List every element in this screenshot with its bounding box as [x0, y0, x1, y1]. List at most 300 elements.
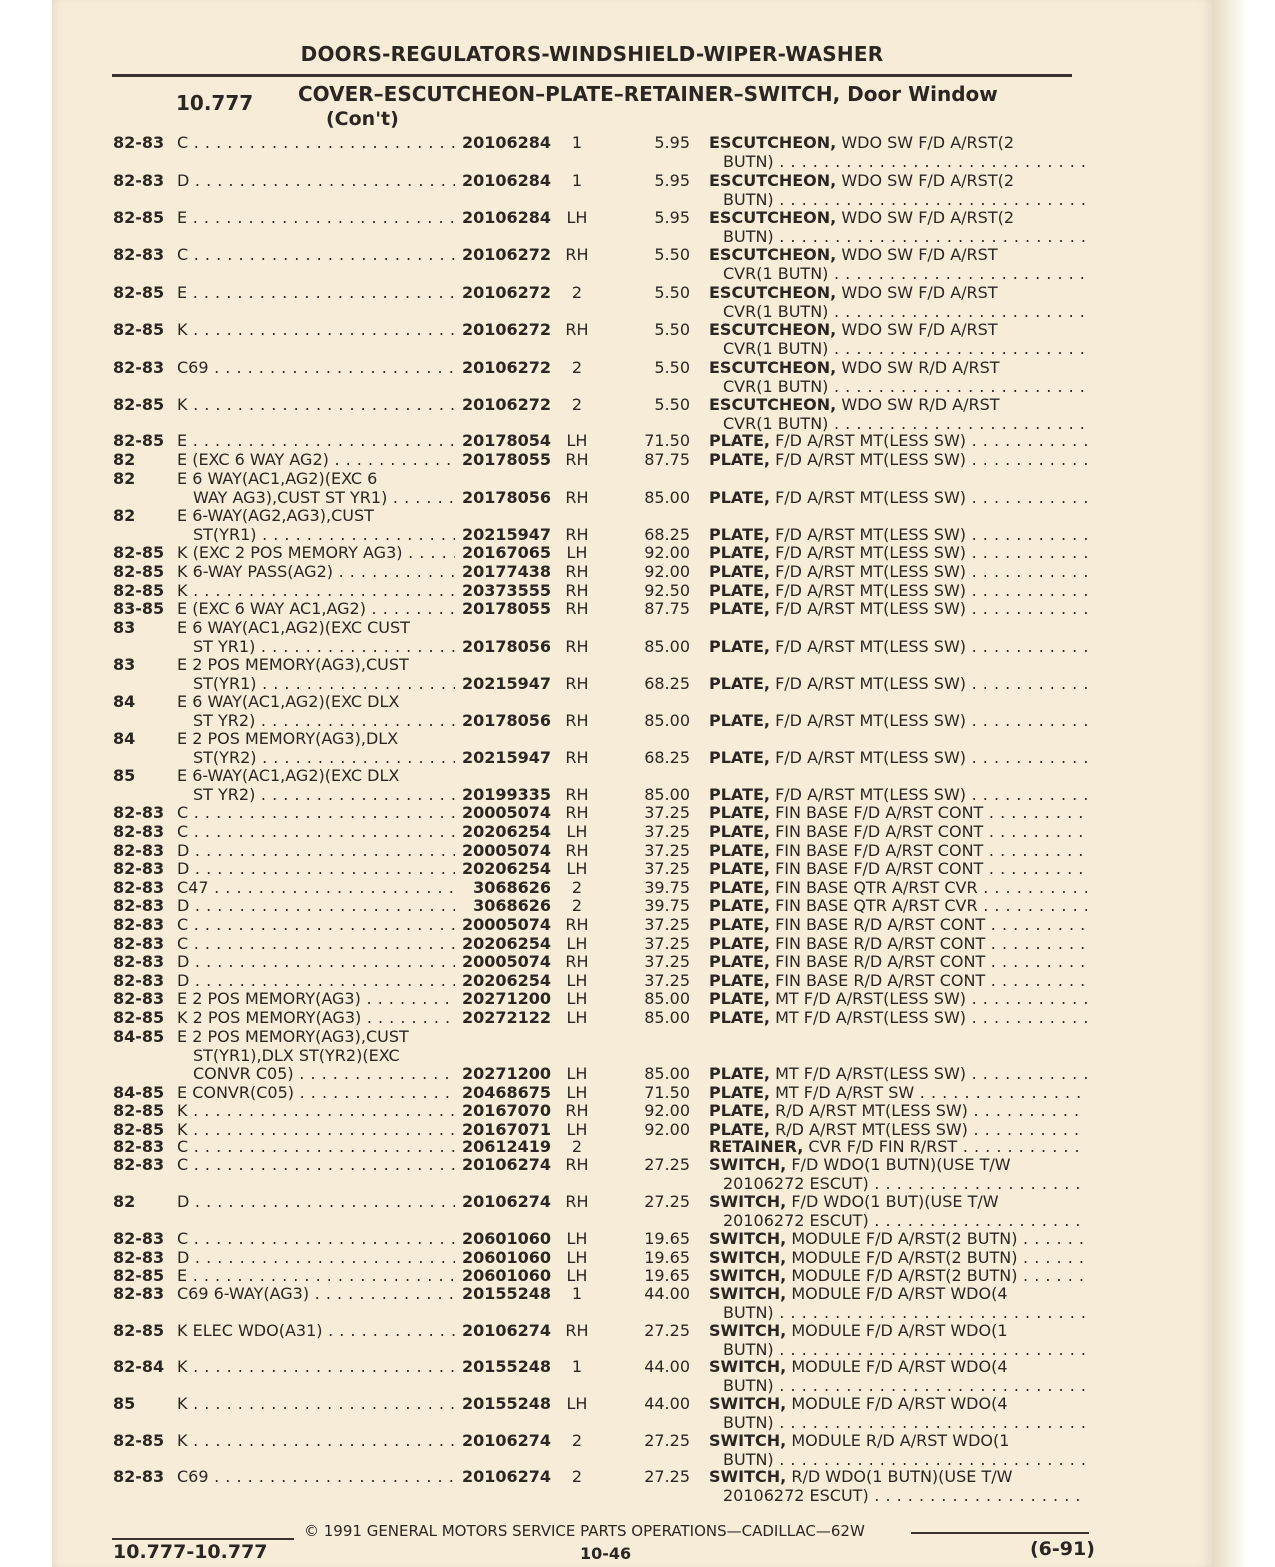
model-line: K . . .	[177, 1102, 455, 1121]
model-year: 82-85	[113, 562, 165, 581]
model-line: ST(YR1) . . .	[177, 526, 455, 545]
model-line: CONVR C05) . . .	[177, 1065, 455, 1084]
part-number: 20206254	[461, 859, 551, 878]
description-line	[709, 786, 1087, 805]
description-line: BUTN) . . .	[709, 1451, 1087, 1470]
part-name: PLATE,	[709, 953, 770, 971]
price: 85.00	[644, 710, 690, 730]
part-name: PLATE,	[709, 972, 770, 990]
model-year: 82-83	[113, 841, 165, 860]
part-name: PLATE,	[709, 804, 770, 822]
part-description	[709, 1468, 1087, 1505]
part-description	[709, 749, 1087, 768]
model-year: 82-83	[113, 878, 165, 897]
description-line	[709, 935, 1087, 954]
part-name: PLATE,	[709, 582, 770, 600]
part-description	[709, 1249, 1087, 1268]
model-line: C . . .	[177, 1138, 455, 1157]
description-line	[709, 897, 1087, 916]
quantity: LH	[566, 1083, 588, 1102]
description-text: F/D A/RST MT(LESS SW)	[775, 488, 967, 507]
price: 92.00	[644, 1120, 690, 1139]
price: 19.65	[644, 1229, 690, 1248]
table-row	[0, 804, 1275, 823]
part-name: SWITCH,	[709, 1193, 787, 1211]
price: 37.25	[644, 841, 690, 860]
quantity: 1	[571, 133, 583, 152]
part-description	[709, 1230, 1087, 1249]
description-line	[709, 544, 1087, 563]
part-description	[709, 1156, 1087, 1193]
price: 37.25	[644, 934, 690, 953]
table-row	[0, 321, 1275, 358]
description-text: R/D WDO(1 BUTN)(USE T/W	[791, 1468, 1013, 1486]
table-row	[0, 1230, 1275, 1249]
part-number: 20206254	[461, 934, 551, 953]
part-number: 20271200	[461, 1064, 551, 1083]
table-row	[0, 396, 1275, 433]
quantity: 1	[571, 1284, 583, 1303]
section-number: 10.777	[176, 91, 254, 115]
description-line	[709, 396, 1087, 415]
model-line: E (EXC 6 WAY AC1,AG2) . . .	[177, 600, 455, 619]
part-number: 20106274	[461, 1467, 551, 1486]
description-text: WDO SW F/D A/RST	[841, 284, 998, 302]
part-description	[709, 675, 1087, 694]
price: 68.25	[644, 524, 690, 544]
part-description	[709, 990, 1087, 1009]
price: 85.00	[644, 1008, 690, 1027]
description-text: FIN BASE F/D A/RST CONT	[775, 804, 984, 822]
part-description	[709, 544, 1087, 563]
model-code	[177, 507, 455, 544]
description-line: CVR(1 BUTN) . . .	[709, 415, 1087, 434]
model-year: 82-83	[113, 971, 165, 990]
table-row	[0, 1468, 1275, 1505]
table-row	[0, 563, 1275, 582]
part-number: 20155248	[461, 1357, 551, 1376]
part-number: 20215947	[461, 524, 551, 544]
model-year: 84-85	[113, 1027, 165, 1046]
part-number: 20601060	[461, 1248, 551, 1267]
description-text: FIN BASE F/D A/RST CONT	[775, 823, 984, 841]
description-line	[709, 1358, 1087, 1377]
model-line: D . . .	[177, 897, 455, 916]
description-text: MODULE F/D A/RST(2 BUTN)	[791, 1249, 1018, 1267]
description-line: CVR(1 BUTN) . . .	[709, 303, 1087, 322]
part-number: 20215947	[461, 673, 551, 693]
table-row	[0, 1138, 1275, 1157]
model-code	[177, 972, 455, 991]
model-year: 82-83	[113, 245, 165, 264]
part-number: 20106284	[461, 171, 551, 190]
model-code	[177, 860, 455, 879]
part-number: 20215947	[461, 747, 551, 767]
model-line: E . . .	[177, 432, 455, 451]
part-number: 20272122	[461, 1008, 551, 1027]
model-line: ST(YR1),DLX ST(YR2)(EXC	[193, 1046, 400, 1065]
quantity: LH	[566, 934, 588, 953]
table-row	[0, 823, 1275, 842]
price: 27.25	[644, 1321, 690, 1340]
model-line: E 6 WAY(AC1,AG2)(EXC DLX	[177, 693, 400, 711]
model-code	[177, 953, 455, 972]
model-line: C . . .	[177, 935, 455, 954]
description-text: F/D A/RST MT(LESS SW)	[775, 637, 967, 656]
model-line: K . . .	[177, 1121, 455, 1140]
part-description	[709, 972, 1087, 991]
description-text: FIN BASE R/D A/RST CONT	[775, 916, 986, 934]
model-line: E . . .	[177, 209, 455, 228]
part-name: ESCUTCHEON,	[709, 321, 837, 339]
table-row	[0, 1267, 1275, 1286]
model-line: C47 . . .	[177, 879, 455, 898]
description-text: FIN BASE QTR A/RST CVR	[775, 879, 978, 897]
description-line: 20106272 ESCUT) . . .	[709, 1212, 1087, 1231]
model-code	[177, 1009, 455, 1028]
part-number: 20178056	[461, 487, 551, 507]
price: 85.00	[644, 784, 690, 804]
model-line: D . . .	[177, 842, 455, 861]
part-number: 20005074	[461, 952, 551, 971]
description-line: BUTN) . . .	[709, 1377, 1087, 1396]
model-code	[177, 1156, 455, 1175]
quantity: LH	[566, 543, 588, 562]
price: 85.00	[644, 989, 690, 1008]
description-line	[709, 953, 1087, 972]
model-year: 82-85	[113, 1321, 165, 1340]
model-line: E 6-WAY(AG2,AG3),CUST	[177, 507, 374, 525]
quantity: LH	[566, 431, 588, 450]
part-name: PLATE,	[709, 897, 770, 915]
table-row	[0, 953, 1275, 972]
model-line: K . . .	[177, 1432, 455, 1451]
description-line	[709, 1009, 1087, 1028]
description-line	[709, 172, 1087, 191]
part-description	[709, 489, 1087, 508]
model-line: K . . .	[177, 396, 455, 415]
model-code	[177, 1395, 455, 1414]
model-year: 82-83	[113, 1284, 165, 1303]
model-line: C . . .	[177, 134, 455, 153]
description-text: MT F/D A/RST SW	[775, 1084, 915, 1102]
part-description	[709, 359, 1087, 396]
part-name: SWITCH,	[709, 1358, 787, 1376]
description-text: WDO SW F/D A/RST(2	[841, 172, 1015, 190]
table-row	[0, 451, 1275, 470]
description-text: F/D A/RST MT(LESS SW)	[775, 674, 967, 693]
model-line: D . . .	[177, 972, 455, 991]
model-year: 82-85	[113, 208, 165, 227]
model-year: 82-85	[113, 1431, 165, 1450]
footer-copyright: © 1991 GENERAL MOTORS SERVICE PARTS OPERATIONS—CADILLAC—62W	[304, 1522, 865, 1540]
model-year: 82-85	[113, 283, 165, 302]
part-number: 20155248	[461, 1284, 551, 1303]
table-row	[0, 1432, 1275, 1469]
model-code	[177, 1322, 455, 1341]
description-text: R/D A/RST MT(LESS SW)	[775, 1102, 968, 1120]
table-row	[0, 1193, 1275, 1230]
model-code	[177, 693, 455, 730]
model-code	[177, 1230, 455, 1249]
part-description	[709, 897, 1087, 916]
model-code	[177, 600, 455, 619]
quantity: LH	[566, 971, 588, 990]
part-name: ESCUTCHEON,	[709, 284, 837, 302]
part-name: PLATE,	[709, 637, 770, 656]
part-name: SWITCH,	[709, 1468, 787, 1486]
description-line	[709, 321, 1087, 340]
description-line	[709, 675, 1087, 694]
description-line	[709, 451, 1087, 470]
price: 44.00	[644, 1394, 690, 1413]
quantity: 2	[571, 395, 583, 414]
model-code	[177, 451, 455, 470]
description-line	[709, 526, 1087, 545]
price: 92.00	[644, 1101, 690, 1120]
model-code	[177, 544, 455, 563]
quantity: LH	[566, 859, 588, 878]
part-description	[709, 1138, 1087, 1157]
price: 85.00	[644, 487, 690, 507]
table-row	[0, 730, 1275, 767]
part-description	[709, 134, 1087, 171]
model-code	[177, 582, 455, 601]
description-line	[709, 582, 1087, 601]
section-subtitle: (Con't)	[326, 108, 399, 130]
part-number: 20206254	[461, 971, 551, 990]
model-year: 82-83	[113, 171, 165, 190]
description-line	[709, 1468, 1087, 1487]
model-code	[177, 209, 455, 228]
quantity: RH	[565, 803, 589, 822]
part-number: 20167071	[461, 1120, 551, 1139]
part-number: 20178056	[461, 710, 551, 730]
description-text: F/D WDO(1 BUTN)(USE T/W	[791, 1156, 1011, 1174]
model-code	[177, 730, 455, 767]
model-code	[177, 767, 455, 804]
description-line	[709, 1065, 1087, 1084]
model-code	[177, 1267, 455, 1286]
description-text: R/D A/RST MT(LESS SW)	[775, 1121, 968, 1139]
model-year: 85	[113, 1394, 136, 1413]
model-year: 84-85	[113, 1083, 165, 1102]
part-number: 20373555	[461, 581, 551, 600]
part-number: 20206254	[461, 822, 551, 841]
description-line	[709, 1285, 1087, 1304]
description-line: BUTN) . . .	[709, 153, 1087, 172]
model-code	[177, 656, 455, 693]
description-text: F/D A/RST MT(LESS SW)	[775, 544, 967, 562]
table-row	[0, 1009, 1275, 1028]
part-name: SWITCH,	[709, 1230, 787, 1248]
quantity: 1	[571, 1357, 583, 1376]
description-line	[709, 842, 1087, 861]
part-description	[709, 563, 1087, 582]
model-code	[177, 246, 455, 265]
description-line	[709, 432, 1087, 451]
part-description	[709, 786, 1087, 805]
part-number: 20612419	[461, 1137, 551, 1156]
table-row	[0, 767, 1275, 804]
description-text: MODULE F/D A/RST WDO(1	[791, 1322, 1008, 1340]
price: 85.00	[644, 636, 690, 656]
table-row	[0, 916, 1275, 935]
description-line	[709, 359, 1087, 378]
description-line	[709, 209, 1087, 228]
table-row	[0, 134, 1275, 171]
model-code	[177, 321, 455, 340]
table-row	[0, 860, 1275, 879]
description-line: CVR(1 BUTN) . . .	[709, 378, 1087, 397]
model-code	[177, 432, 455, 451]
table-row	[0, 1084, 1275, 1103]
price: 19.65	[644, 1248, 690, 1267]
description-line	[709, 134, 1087, 153]
part-name: RETAINER,	[709, 1138, 804, 1156]
model-code	[177, 1468, 455, 1487]
quantity: RH	[565, 1101, 589, 1120]
model-line: ST(YR1) . . .	[177, 675, 455, 694]
part-name: PLATE,	[709, 823, 770, 841]
part-description	[709, 451, 1087, 470]
model-line: E . . .	[177, 284, 455, 303]
description-text: FIN BASE R/D A/RST CONT	[775, 972, 986, 990]
part-name: PLATE,	[709, 525, 770, 544]
model-code	[177, 1285, 455, 1304]
model-line: K . . .	[177, 321, 455, 340]
model-code	[177, 134, 455, 153]
quantity: RH	[565, 841, 589, 860]
table-row	[0, 470, 1275, 507]
model-line: C . . .	[177, 916, 455, 935]
table-row	[0, 1358, 1275, 1395]
description-line	[709, 1102, 1087, 1121]
table-row	[0, 1121, 1275, 1140]
part-number: 20178055	[461, 599, 551, 618]
table-row	[0, 619, 1275, 656]
part-description	[709, 879, 1087, 898]
description-line: BUTN) . . .	[709, 1341, 1087, 1360]
part-name: PLATE,	[709, 600, 770, 618]
price: 37.25	[644, 915, 690, 934]
price: 92.00	[644, 562, 690, 581]
description-text: FIN BASE F/D A/RST CONT	[775, 842, 984, 860]
part-number: 20106284	[461, 133, 551, 152]
table-row	[0, 1028, 1275, 1084]
model-code	[177, 897, 455, 916]
table-row	[0, 972, 1275, 991]
model-code	[177, 879, 455, 898]
part-number: 20106284	[461, 208, 551, 227]
quantity: LH	[566, 822, 588, 841]
part-number: 20106274	[461, 1321, 551, 1340]
part-description	[709, 638, 1087, 657]
price: 37.25	[644, 822, 690, 841]
table-row	[0, 507, 1275, 544]
price: 68.25	[644, 673, 690, 693]
description-line	[709, 1432, 1087, 1451]
price: 87.75	[644, 599, 690, 618]
model-code	[177, 284, 455, 303]
quantity: RH	[565, 599, 589, 618]
description-text: MODULE F/D A/RST(2 BUTN)	[791, 1267, 1018, 1285]
model-line: K ELEC WDO(A31) . . .	[177, 1322, 455, 1341]
model-line: C69 . . .	[177, 1468, 455, 1487]
model-year: 82-83	[113, 1137, 165, 1156]
part-description	[709, 712, 1087, 731]
price: 37.25	[644, 971, 690, 990]
price: 85.00	[644, 1064, 690, 1083]
model-line: E 2 POS MEMORY(AG3) . . .	[177, 990, 455, 1009]
table-row	[0, 284, 1275, 321]
description-text: F/D A/RST MT(LESS SW)	[775, 748, 967, 767]
description-line	[709, 712, 1087, 731]
quantity: RH	[565, 636, 589, 656]
description-text: F/D WDO(1 BUT)(USE T/W	[791, 1193, 999, 1211]
table-row	[0, 935, 1275, 954]
quantity: RH	[565, 710, 589, 730]
description-text: WDO SW R/D A/RST	[841, 396, 1000, 414]
description-text: MODULE F/D A/RST(2 BUTN)	[791, 1230, 1018, 1248]
price: 44.00	[644, 1357, 690, 1376]
description-line	[709, 1193, 1087, 1212]
model-year: 82	[113, 1192, 136, 1211]
part-description	[709, 1121, 1087, 1140]
part-name: PLATE,	[709, 879, 770, 897]
quantity: 2	[571, 878, 583, 897]
description-text: MODULE F/D A/RST WDO(4	[791, 1285, 1008, 1303]
part-name: PLATE,	[709, 451, 770, 469]
part-description	[709, 600, 1087, 619]
model-code	[177, 1432, 455, 1451]
model-line: C . . .	[177, 804, 455, 823]
description-line: 20106272 ESCUT) . . .	[709, 1487, 1087, 1506]
footer-rule-left	[112, 1538, 294, 1540]
part-name: PLATE,	[709, 544, 770, 562]
price: 5.50	[654, 320, 690, 339]
model-line: WAY AG3),CUST ST YR1) . . .	[177, 489, 455, 508]
part-name: PLATE,	[709, 842, 770, 860]
description-line	[709, 1230, 1087, 1249]
description-text: WDO SW R/D A/RST	[841, 359, 1000, 377]
part-name: PLATE,	[709, 1065, 770, 1083]
description-line	[709, 990, 1087, 1009]
part-name: ESCUTCHEON,	[709, 209, 837, 227]
model-code	[177, 1138, 455, 1157]
model-code	[177, 470, 455, 507]
price: 27.25	[644, 1431, 690, 1450]
description-text: WDO SW F/D A/RST(2	[841, 209, 1015, 227]
part-description	[709, 1084, 1087, 1103]
model-year: 82-83	[113, 1155, 165, 1174]
section-title: COVER–ESCUTCHEON–PLATE–RETAINER–SWITCH, Door Window	[298, 82, 998, 106]
part-name: SWITCH,	[709, 1322, 787, 1340]
model-line: D . . .	[177, 860, 455, 879]
model-line: K . . .	[177, 582, 455, 601]
price: 37.25	[644, 859, 690, 878]
part-number: 20178056	[461, 636, 551, 656]
table-row	[0, 432, 1275, 451]
quantity: 2	[571, 896, 583, 915]
model-year: 82	[113, 469, 136, 488]
model-year: 82-85	[113, 1120, 165, 1139]
model-year: 82-83	[113, 915, 165, 934]
model-line: ST(YR2) . . .	[177, 749, 455, 768]
part-description	[709, 804, 1087, 823]
description-text: FIN BASE F/D A/RST CONT	[775, 860, 984, 878]
quantity: RH	[565, 320, 589, 339]
